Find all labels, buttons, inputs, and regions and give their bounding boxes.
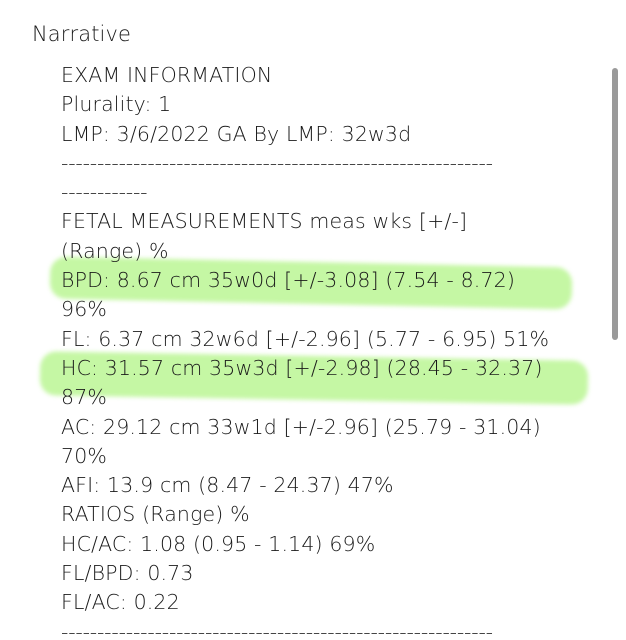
separator-line-continued: ------------ [61,180,148,205]
separator-line: ------------------------------------------------------------ [61,150,493,175]
hc-ac-ratio-line: HC/AC: 1.08 (0.95 - 1.14) 69% [61,531,376,556]
narrative-text[interactable] [61,61,609,640]
fl-line: FL: 6.37 cm 32w6d [+/-2.96] (5.77 - 6.95) 51% [61,326,550,351]
lmp-line: LMP: 3/6/2022 GA By LMP: 32w3d [61,121,412,146]
bpd-percentile: 96% [61,297,108,322]
hc-percentile: 87% [61,385,108,410]
scrollbar[interactable] [612,68,618,340]
ac-line: AC: 29.12 cm 33w1d [+/-2.96] (25.79 - 31.04) [61,414,541,439]
exam-info-heading: EXAM INFORMATION [61,63,273,87]
plurality-line: Plurality: 1 [61,92,172,117]
afi-line: AFI: 13.9 cm (8.47 - 24.37) 47% [61,473,394,498]
ratios-heading: RATIOS (Range) % [61,502,250,527]
section-title: Narrative [32,22,132,46]
bpd-line: BPD: 8.67 cm 35w0d [+/-3.08] (7.54 - 8.72) [61,268,515,293]
fetal-measurements-heading: FETAL MEASUREMENTS meas wks [+/-] [61,209,468,234]
fl-ac-ratio-line: FL/AC: 0.22 [61,590,180,615]
fl-bpd-ratio-line: FL/BPD: 0.73 [61,561,194,586]
fetal-measurements-heading-continued: (Range) % [61,238,169,263]
separator-line-bottom: ------------------------------------------------------------ [61,619,493,640]
ac-percentile: 70% [61,443,108,468]
hc-line: HC: 31.57 cm 35w3d [+/-2.98] (28.45 - 32.37) [61,355,543,380]
